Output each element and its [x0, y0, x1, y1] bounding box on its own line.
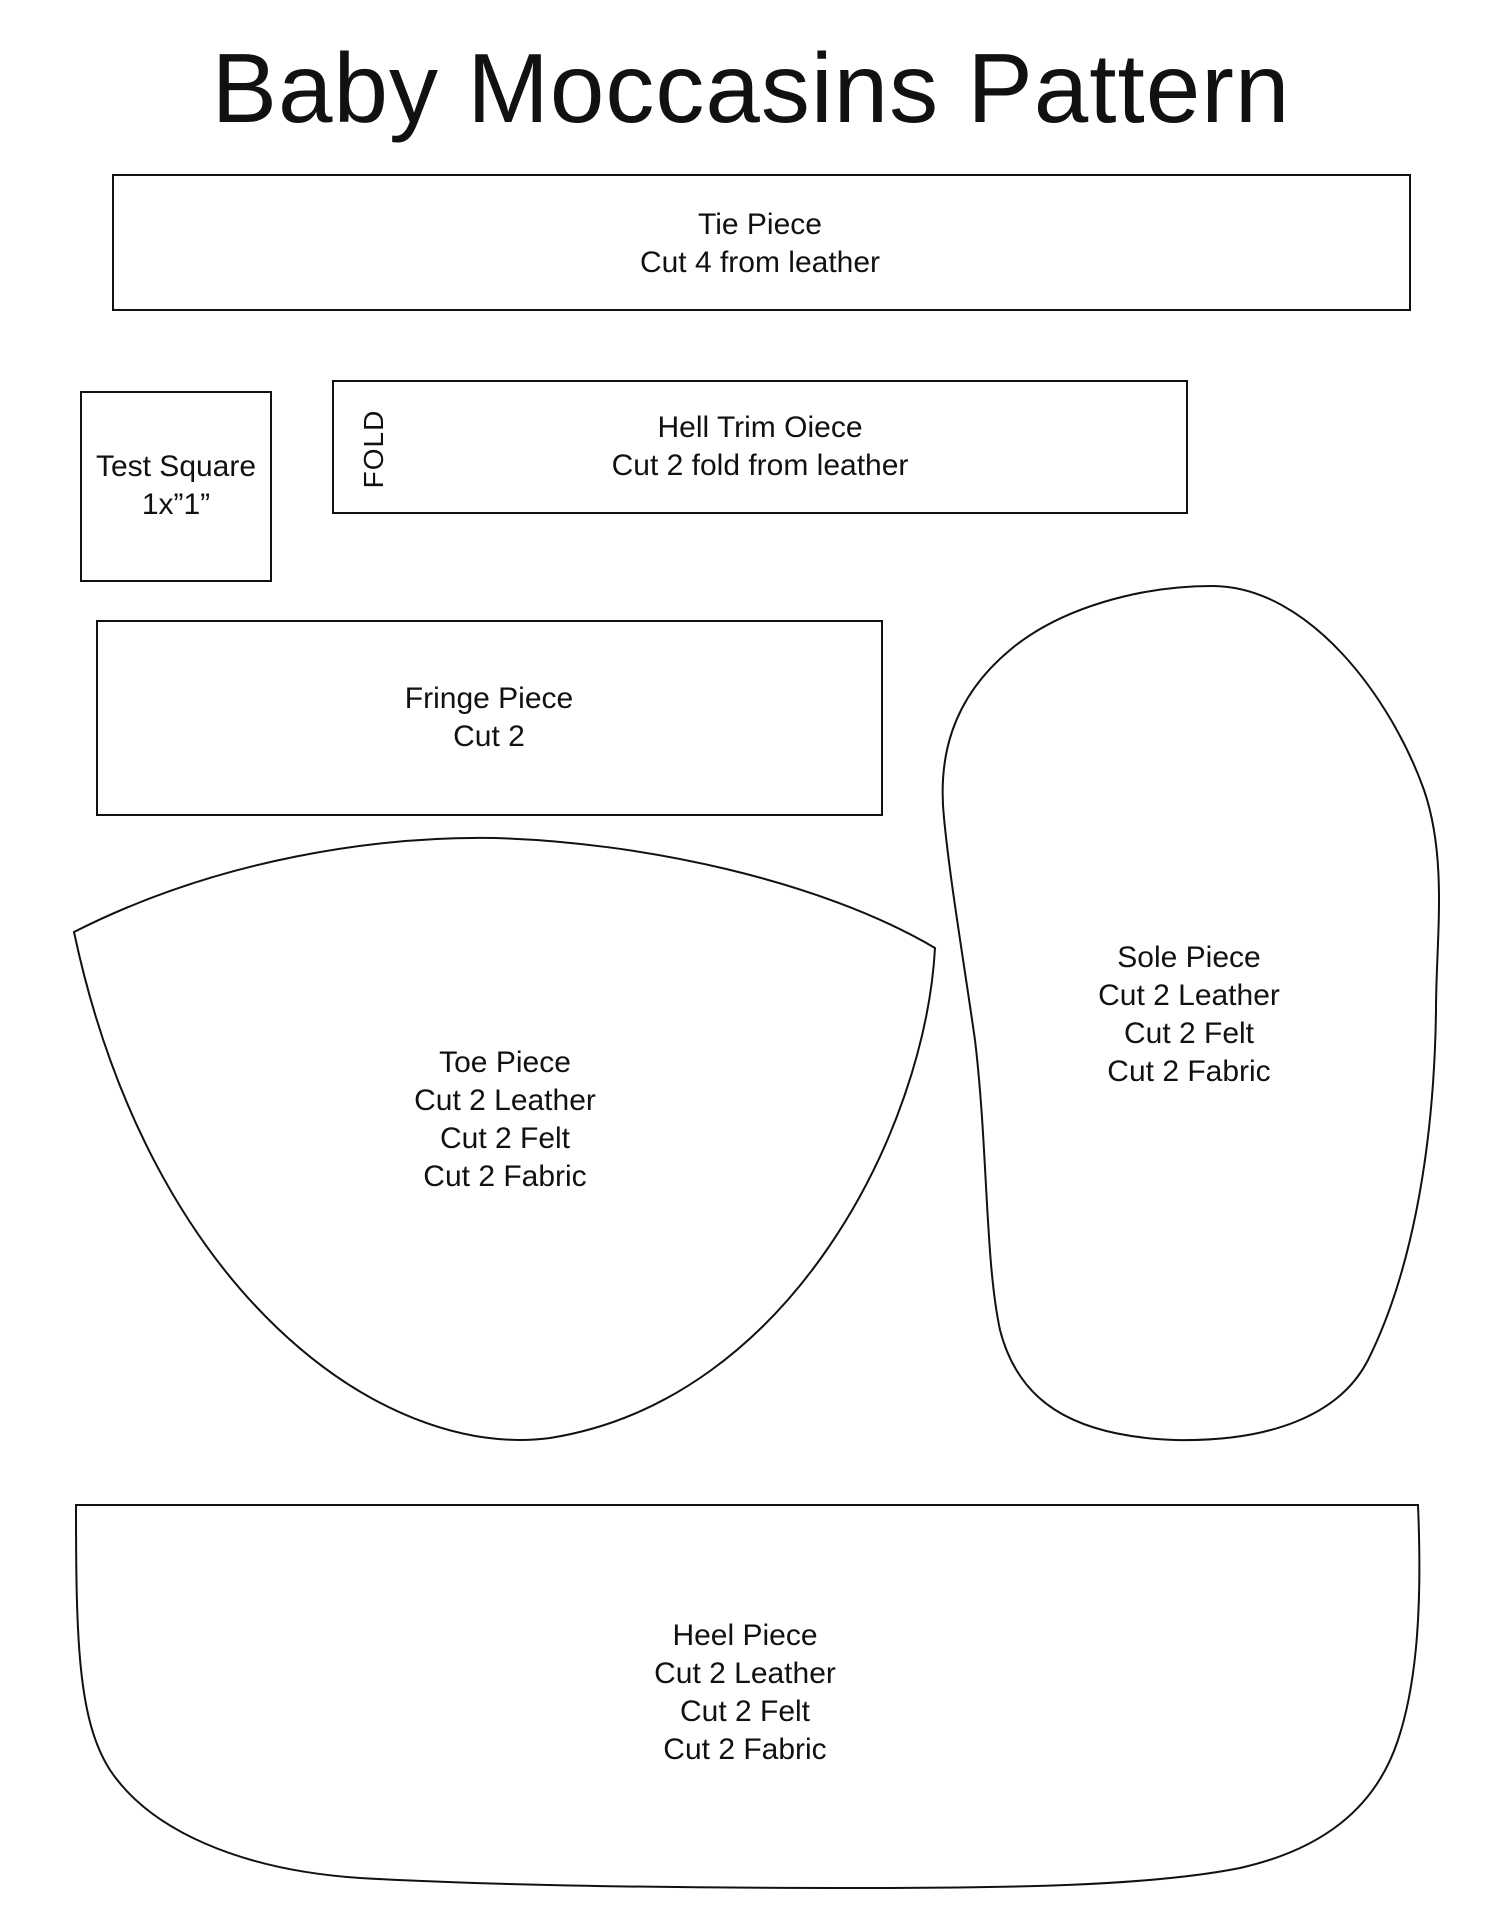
toe-piece-line-3: Cut 2 Fabric: [423, 1160, 587, 1193]
test-square-label: [76, 448, 276, 524]
heel-piece-line-1: Cut 2 Leather: [654, 1657, 836, 1690]
page-title: Baby Moccasins Pattern: [211, 33, 1291, 143]
heel-piece-line-3: Cut 2 Fabric: [663, 1733, 827, 1766]
fold-label: FOLD: [358, 409, 389, 489]
tie-piece-instruction: Cut 4 from leather: [639, 246, 881, 279]
test-square-size: 1x”1”: [141, 488, 211, 521]
sole-piece-name: Sole Piece: [1117, 941, 1261, 974]
sole-piece-line-1: Cut 2 Leather: [1098, 979, 1280, 1012]
toe-piece-name: Toe Piece: [439, 1046, 571, 1079]
sole-piece-label: [1039, 939, 1339, 1091]
tie-piece-name: Tie Piece: [698, 208, 822, 241]
heel-trim-piece-instruction: Cut 2 fold from leather: [611, 449, 909, 482]
heel-piece-label: [595, 1617, 895, 1769]
heel-piece-name: Heel Piece: [672, 1619, 818, 1652]
toe-piece-label: [355, 1044, 655, 1196]
sole-piece-line-3: Cut 2 Fabric: [1107, 1055, 1271, 1088]
sole-piece-line-2: Cut 2 Felt: [1123, 1017, 1255, 1050]
heel-trim-piece-label: [460, 409, 1060, 485]
fringe-piece-label: [289, 680, 689, 756]
test-square-name: Test Square: [95, 450, 257, 483]
heel-trim-piece-name: Hell Trim Oiece: [657, 411, 863, 444]
toe-piece-line-2: Cut 2 Felt: [439, 1122, 571, 1155]
fringe-piece-name: Fringe Piece: [404, 682, 574, 715]
toe-piece-line-1: Cut 2 Leather: [414, 1084, 596, 1117]
tie-piece-label: [460, 206, 1060, 282]
heel-piece-line-2: Cut 2 Felt: [679, 1695, 811, 1728]
fringe-piece-instruction: Cut 2: [453, 720, 525, 753]
